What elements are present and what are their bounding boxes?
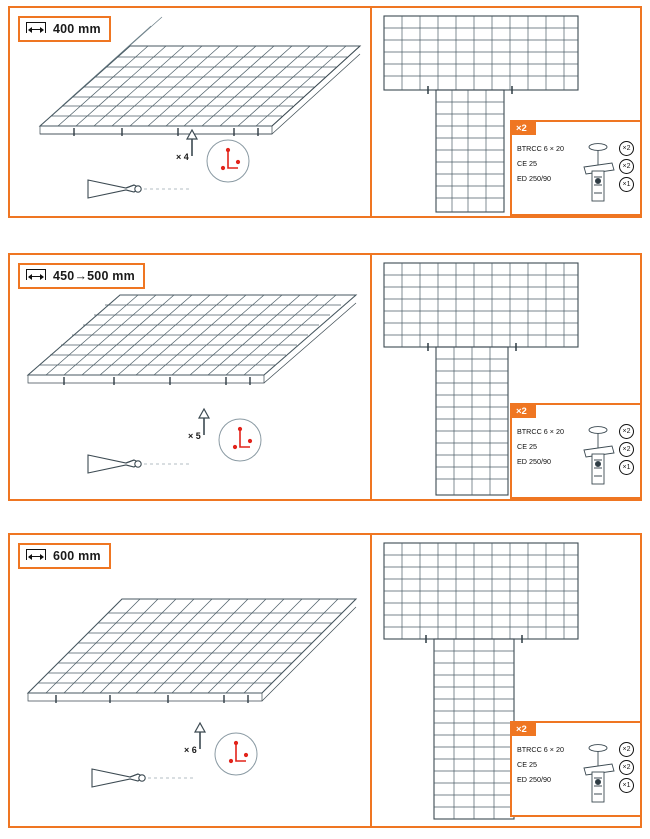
- cut-count-callout: [182, 407, 272, 479]
- parts-box: [510, 403, 642, 499]
- width-dimension-icon: [24, 21, 48, 37]
- parts-box: [510, 721, 642, 817]
- part-qty: ×2: [619, 159, 634, 174]
- bolt-cutter-icon: [82, 443, 192, 493]
- parts-qty-header: ×2: [512, 122, 536, 135]
- parts-qty-column: [619, 742, 634, 796]
- width-dimension-icon: [24, 268, 48, 284]
- cut-count-label: × 4: [176, 152, 189, 162]
- part-name: BTRCC 6 × 20: [517, 745, 564, 754]
- part-qty: ×2: [619, 442, 634, 457]
- parts-qty-header: ×2: [512, 405, 536, 418]
- width-dimension-icon: [24, 548, 48, 564]
- part-qty: ×2: [619, 742, 634, 757]
- part-name: ED 250/90: [517, 775, 551, 784]
- size-badge: [18, 16, 111, 42]
- size-badge: [18, 263, 145, 289]
- part-name: ED 250/90: [517, 457, 551, 466]
- part-name: CE 25: [517, 760, 537, 769]
- size-badge-label: 450→500 mm: [53, 269, 135, 283]
- parts-box: [510, 120, 642, 216]
- part-qty: ×1: [619, 460, 634, 475]
- part-name: ED 250/90: [517, 174, 551, 183]
- bolt-cutter-icon: [82, 168, 192, 218]
- parts-qty-column: [619, 141, 634, 195]
- size-badge-label: 400 mm: [53, 22, 101, 36]
- parts-qty-header: ×2: [512, 723, 536, 736]
- panel-600: [8, 533, 642, 828]
- bolt-cutter-icon: [86, 757, 196, 807]
- part-qty: ×1: [619, 177, 634, 192]
- tray-isometric-drawing: [10, 583, 366, 723]
- part-name: BTRCC 6 × 20: [517, 144, 564, 153]
- part-name: CE 25: [517, 159, 537, 168]
- tray-isometric-drawing: [10, 283, 366, 403]
- parts-qty-column: [619, 424, 634, 478]
- part-name: BTRCC 6 × 20: [517, 427, 564, 436]
- cut-count-label: × 5: [188, 431, 201, 441]
- part-qty: ×2: [619, 760, 634, 775]
- part-name: CE 25: [517, 442, 537, 451]
- part-qty: ×2: [619, 141, 634, 156]
- panel-450-500: [8, 253, 642, 501]
- size-badge-label: 600 mm: [53, 549, 101, 563]
- size-badge: [18, 543, 111, 569]
- part-qty: ×1: [619, 778, 634, 793]
- panel-400: [8, 6, 642, 218]
- part-qty: ×2: [619, 424, 634, 439]
- cut-count-label: × 6: [184, 745, 197, 755]
